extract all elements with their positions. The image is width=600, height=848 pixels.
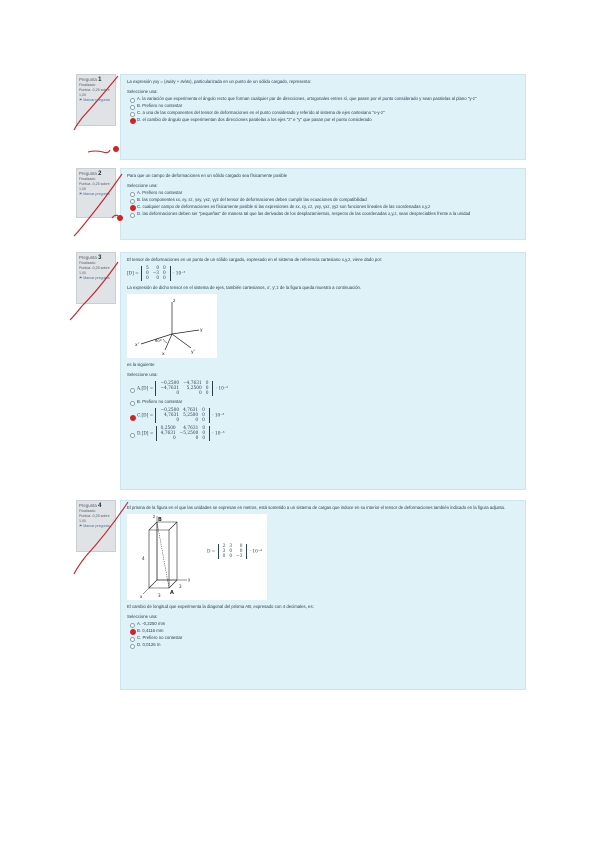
flag-icon: ⚑ <box>79 276 83 280</box>
radio-button[interactable] <box>130 623 135 628</box>
axes-figure <box>127 294 217 358</box>
option-matrix: 0,2500 4,7631 0 4,7631 −5,2500 0 0 0 0 <box>156 426 210 441</box>
axis-label-yprime: y' <box>191 350 195 355</box>
answer-option-b[interactable]: B. las componentes εx, εy, εz, γxy, γxz, γyz del tensor de deformaciones deben cumplir las ecuaciones de compatibilidad <box>127 197 519 203</box>
answer-option-a[interactable]: A. Prefiero no contestar <box>127 190 519 196</box>
question-info <box>76 168 116 218</box>
prism-diagram <box>127 514 207 600</box>
question-prompt-2: La expresión de dicho tensor en el sistema de ejes, también cartesianos, x', y',z de la figura queda muestra a continuación. <box>127 285 362 290</box>
answer-mark-dot <box>113 146 119 152</box>
question-status: Finalizado <box>79 509 96 513</box>
question-score: Puntúa -0,25 sobre 1,00 <box>79 88 110 97</box>
radio-button[interactable] <box>130 401 135 406</box>
flag-icon: ⚑ <box>79 98 83 102</box>
prism-figure <box>127 514 267 600</box>
axis-label-z: z <box>153 514 156 519</box>
question-number: Pregunta 2 <box>79 171 102 177</box>
flag-question-link[interactable]: ⚑ Marcar pregunta <box>79 192 110 196</box>
tensor-matrix: 2 3 0 3 0 0 0 0 −3 <box>218 544 248 559</box>
radio-button[interactable] <box>130 433 135 438</box>
flag-icon: ⚑ <box>79 524 83 528</box>
dimension-width: 3 <box>158 593 161 598</box>
radio-button[interactable] <box>130 192 135 197</box>
answer-option-c[interactable]: C.[D] = −0,2500 4,7631 0 4,7631 5,2500 0 0 0 0 · 10⁻³ <box>127 408 519 423</box>
axis-label-x: x <box>140 594 143 599</box>
question-prompt: Para que un campo de deformaciones en un sólido cargado sea físicamente posible <box>127 173 288 178</box>
flag-question-link[interactable]: ⚑ Marcar pregunta <box>79 98 110 102</box>
question-status: Finalizado <box>79 261 96 265</box>
answer-option-d[interactable]: D. el cambio de ángulo que experimentan dos direcciones paralelas a los ejes "z" e "y" que pasan por el punto considerado <box>127 117 519 123</box>
tensor-matrix: 5 0 0 0 −3 0 0 0 0 <box>141 266 171 281</box>
radio-button[interactable] <box>130 644 135 649</box>
answer-option-c[interactable]: C. cualquier campo de deformaciones es físicamente posible si las expresiones de εx, εy, εz, γxy, γxz, γyz son funciones lineales de las coordenadas x,y,z <box>127 204 519 210</box>
answer-option-a[interactable]: A. -0,2250 mm <box>127 621 519 627</box>
question-content <box>120 252 526 490</box>
question-content <box>120 500 526 690</box>
question-status: Finalizado <box>79 177 96 181</box>
question-content <box>120 74 526 160</box>
question-3 <box>76 252 526 490</box>
radio-button[interactable] <box>130 388 135 393</box>
question-4 <box>76 500 526 690</box>
answer-option-d[interactable]: D.[D] = 0,2500 4,7631 0 4,7631 −5,2500 0 0 0 0 · 10⁻³ <box>127 426 519 441</box>
radio-button[interactable] <box>130 415 136 421</box>
question-prompt: El prisma de la figura en el que las unidades se expresan en metros, está sometido a un sistema de cargas que induce en su interior el tensor de deformaciones también indicado en la figura adjunta. <box>127 505 506 510</box>
question-number: Pregunta 3 <box>79 255 102 261</box>
axes-diagram <box>127 294 217 358</box>
question-status: Finalizado <box>79 83 96 87</box>
question-score: Puntúa -0,25 sobre 1,00 <box>79 182 110 191</box>
question-score: Puntúa -0,25 sobre 1,00 <box>79 514 110 523</box>
flag-question-link[interactable]: ⚑ Marcar pregunta <box>79 524 110 528</box>
answer-option-a[interactable]: A.[D] = −0,2500 −4,7631 0 −4,7631 5,2500 0 0 0 0 · 10⁻³ <box>127 381 519 396</box>
axis-label-xprime: x' <box>135 343 139 348</box>
select-label: Seleccione una: <box>127 89 158 94</box>
question-number: Pregunta 1 <box>79 77 102 83</box>
question-prompt-3: es la siguiente <box>127 362 155 367</box>
option-matrix: −0,2500 −4,7631 0 −4,7631 5,2500 0 0 0 0 <box>155 381 213 396</box>
question-info <box>76 500 116 552</box>
answer-option-c[interactable]: C. a una de las componentes del tensor de deformaciones en el punto considerado y referido al sistema de ejes cartesiano "x-y-z" <box>127 110 519 116</box>
radio-button[interactable] <box>130 98 135 103</box>
select-label: Seleccione una: <box>127 372 158 377</box>
question-info <box>76 74 116 126</box>
radio-button[interactable] <box>130 199 135 204</box>
answer-option-d[interactable]: D. 0,0126 m <box>127 642 519 648</box>
radio-button[interactable] <box>130 112 135 117</box>
answer-option-a[interactable]: A. la variación que experimenta el ángulo recto que forman cualquier par de direcciones, ortogonales entres sí, que pasen por el punto considerado y sean paralelas al plano "y-z" <box>127 96 519 102</box>
question-content <box>120 168 526 240</box>
answer-option-b[interactable]: B. Prefiero no contestar <box>127 399 519 405</box>
given-tensor: [D] = 5 0 0 0 −3 0 0 0 0 · 10⁻³ <box>127 266 186 281</box>
axis-label-y: y <box>200 328 203 333</box>
point-label-a: A <box>170 590 174 596</box>
point-label-b: B <box>158 517 162 523</box>
dimension-height: 4 <box>142 556 145 561</box>
flag-icon: ⚑ <box>79 192 83 196</box>
flag-question-link[interactable]: ⚑ Marcar pregunta <box>79 276 110 280</box>
answer-option-b[interactable]: B. 0,4116 mm <box>127 628 519 634</box>
question-prompt: La expresión γxy = (∂u/∂y + ∂v/∂x), particularizada en un punto de un sólido cargado, representa: <box>127 79 312 84</box>
question-info <box>76 252 116 304</box>
option-matrix: −0,2500 4,7631 0 4,7631 5,2500 0 0 0 0 <box>155 408 209 423</box>
answer-mark-dot <box>117 215 123 221</box>
question-prompt-2: El cambio de longitud que experimenta la diagonal del prisma AB, expresado con 4 decimales, es: <box>127 604 314 609</box>
axis-label-z: z <box>173 299 176 304</box>
question-score: Puntúa -0,25 sobre 1,00 <box>79 266 110 275</box>
answer-option-d[interactable]: D. las deformaciones deben ser "pequeñas" de manera tal que las derivadas de los desplazamientos, respecto de las coordenadas x,y,z, sean despreciables frente a la unidad <box>127 211 519 217</box>
axis-label-y: y <box>188 577 191 582</box>
question-2 <box>76 168 526 240</box>
question-prompt: El tensor de deformaciones en un punto de un sólido cargado, expresado en el sistema de referencia cartesiano x,y,z, viene dado por: <box>127 257 383 262</box>
answer-option-c[interactable]: C. Prefiero no contestar <box>127 635 519 641</box>
radio-button[interactable] <box>130 105 135 110</box>
axis-label-x: x <box>162 352 165 357</box>
dimension-depth: 3 <box>179 584 182 589</box>
radio-button[interactable] <box>130 213 135 218</box>
question-number: Pregunta 4 <box>79 503 102 509</box>
prism-tensor: D = 2 3 0 3 0 0 0 0 −3 · 10⁻⁴ <box>207 544 262 559</box>
question-1 <box>76 74 526 160</box>
angle-label: 60º <box>155 338 162 343</box>
radio-button[interactable] <box>130 637 135 642</box>
select-label: Seleccione una: <box>127 614 158 619</box>
radio-button[interactable] <box>130 118 136 124</box>
select-label: Seleccione una: <box>127 183 158 188</box>
answer-option-b[interactable]: B. Prefiero no contestar <box>127 103 519 109</box>
